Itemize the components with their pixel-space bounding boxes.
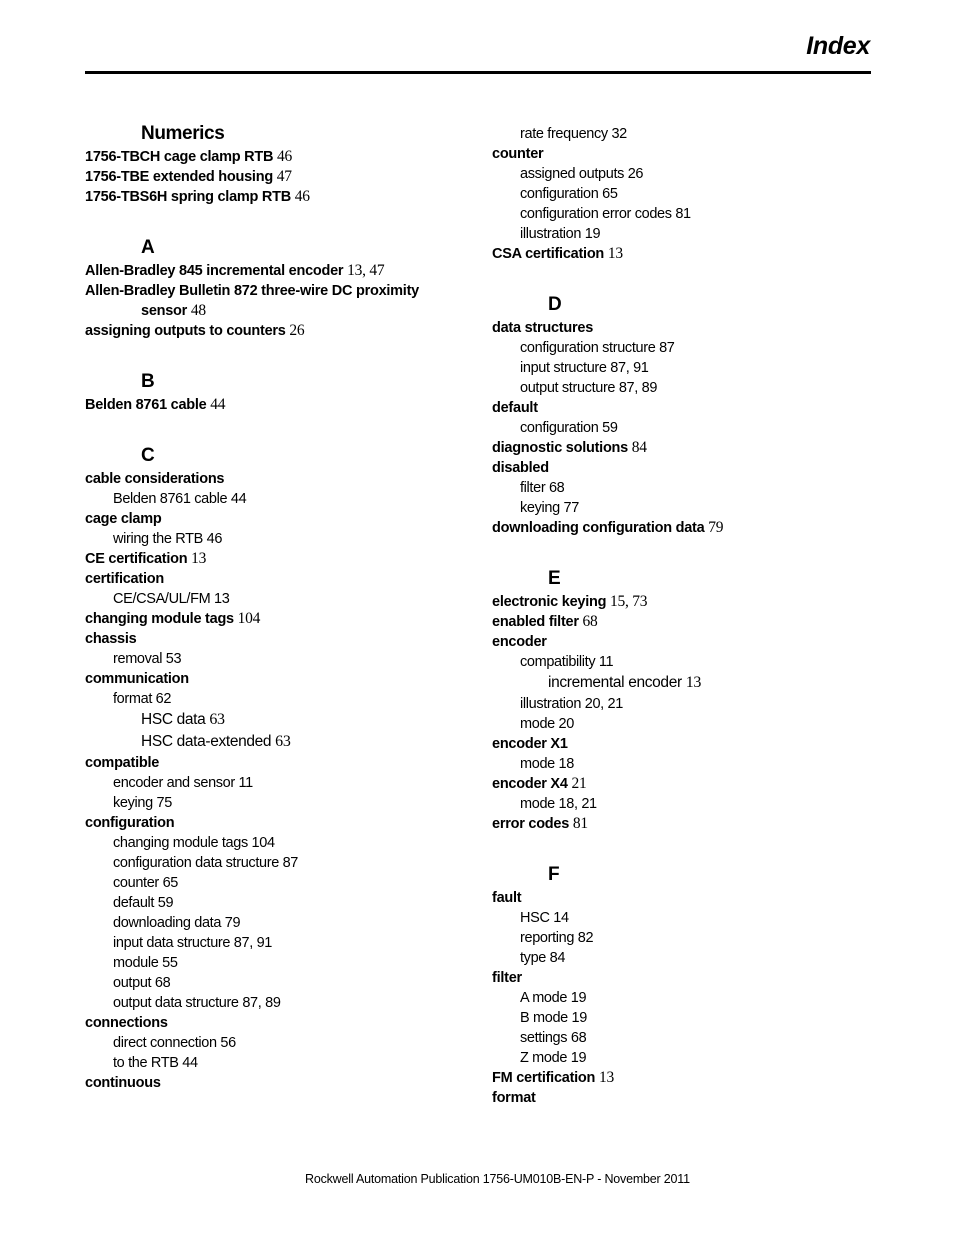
index-subentry: HSC 14 bbox=[520, 910, 569, 926]
index-entry: communication bbox=[85, 671, 189, 687]
index-entry: connections bbox=[85, 1015, 168, 1031]
index-entry: default bbox=[492, 400, 538, 416]
index-entry: downloading configuration data 79 bbox=[492, 519, 724, 536]
index-entry: 1756-TBCH cage clamp RTB 46 bbox=[85, 148, 292, 165]
index-subentry: downloading data 79 bbox=[113, 915, 241, 931]
index-entry: electronic keying 15, 73 bbox=[492, 593, 648, 610]
index-entry: FM certification 13 bbox=[492, 1069, 614, 1086]
section-letter-d: D bbox=[548, 294, 562, 315]
index-subentry: A mode 19 bbox=[520, 990, 587, 1006]
index-entry: encoder X4 21 bbox=[492, 775, 587, 792]
index-subentry: encoder and sensor 11 bbox=[113, 775, 253, 791]
index-entry-continuation: sensor 48 bbox=[141, 302, 206, 319]
index-subentry: mode 18, 21 bbox=[520, 796, 597, 812]
index-subentry: configuration structure 87 bbox=[520, 340, 675, 356]
index-subentry: CE/CSA/UL/FM 13 bbox=[113, 591, 230, 607]
index-left-column bbox=[85, 121, 465, 1093]
index-subentry: mode 18 bbox=[520, 756, 574, 772]
section-letter-c: C bbox=[141, 445, 155, 466]
index-entry: Allen-Bradley 845 incremental encoder 13, 47 bbox=[85, 262, 385, 279]
index-subentry: Z mode 19 bbox=[520, 1050, 587, 1066]
index-entry: diagnostic solutions 84 bbox=[492, 439, 647, 456]
index-subentry: wiring the RTB 46 bbox=[113, 531, 223, 547]
index-subentry: removal 53 bbox=[113, 651, 182, 667]
index-subentry: output 68 bbox=[113, 975, 171, 991]
index-entry: certification bbox=[85, 571, 164, 587]
index-subentry: to the RTB 44 bbox=[113, 1055, 198, 1071]
index-entry: encoder X1 bbox=[492, 736, 568, 752]
index-subentry: direct connection 56 bbox=[113, 1035, 236, 1051]
index-subentry: filter 68 bbox=[520, 480, 565, 496]
index-entry: configuration bbox=[85, 815, 175, 831]
index-subentry: output data structure 87, 89 bbox=[113, 995, 281, 1011]
index-entry: CSA certification 13 bbox=[492, 245, 623, 262]
index-subentry: keying 77 bbox=[520, 500, 579, 516]
index-entry: 1756-TBS6H spring clamp RTB 46 bbox=[85, 188, 310, 205]
index-entry: continuous bbox=[85, 1075, 161, 1091]
index-subentry: B mode 19 bbox=[520, 1010, 587, 1026]
index-subentry: compatibility 11 bbox=[520, 654, 614, 670]
index-subentry: reporting 82 bbox=[520, 930, 594, 946]
page-title: Index bbox=[806, 32, 870, 60]
index-subentry: configuration data structure 87 bbox=[113, 855, 299, 871]
index-entry: format bbox=[492, 1090, 536, 1106]
index-entry: encoder bbox=[492, 634, 547, 650]
index-subentry: module 55 bbox=[113, 955, 178, 971]
index-subentry: configuration error codes 81 bbox=[520, 206, 691, 222]
index-subentry: illustration 19 bbox=[520, 226, 601, 242]
index-subentry: configuration 65 bbox=[520, 186, 618, 202]
section-letter-a: A bbox=[141, 237, 155, 258]
index-subentry: input structure 87, 91 bbox=[520, 360, 649, 376]
index-entry: cable considerations bbox=[85, 471, 225, 487]
index-entry: assigning outputs to counters 26 bbox=[85, 322, 305, 339]
publication-footer: Rockwell Automation Publication 1756-UM010B-EN-P - November 2011 bbox=[305, 1172, 690, 1186]
index-entry: counter bbox=[492, 146, 544, 162]
section-letter-b: B bbox=[141, 371, 155, 392]
index-subentry: input data structure 87, 91 bbox=[113, 935, 273, 951]
index-entry: enabled filter 68 bbox=[492, 613, 598, 630]
index-entry: compatible bbox=[85, 755, 160, 771]
section-letter-f: F bbox=[548, 864, 560, 885]
index-subentry: keying 75 bbox=[113, 795, 172, 811]
index-entry: data structures bbox=[492, 320, 594, 336]
index-entry: CE certification 13 bbox=[85, 550, 207, 567]
index-subentry: changing module tags 104 bbox=[113, 835, 275, 851]
index-entry: 1756-TBE extended housing 47 bbox=[85, 168, 292, 185]
index-subentry: rate frequency 32 bbox=[520, 126, 627, 142]
index-subentry: counter 65 bbox=[113, 875, 179, 891]
index-subentry: configuration 59 bbox=[520, 420, 618, 436]
section-letter-numerics: Numerics bbox=[141, 123, 225, 144]
index-subentry: illustration 20, 21 bbox=[520, 696, 623, 712]
index-entry: Allen-Bradley Bulletin 872 three-wire DC proximity bbox=[85, 283, 419, 299]
index-subentry: assigned outputs 26 bbox=[520, 166, 644, 182]
index-entry: filter bbox=[492, 970, 522, 986]
index-subentry: format 62 bbox=[113, 691, 172, 707]
index-subentry: type 84 bbox=[520, 950, 566, 966]
header-rule bbox=[85, 71, 871, 74]
index-subentry: Belden 8761 cable 44 bbox=[113, 491, 247, 507]
index-entry: Belden 8761 cable 44 bbox=[85, 396, 226, 413]
index-right-column bbox=[492, 121, 872, 1108]
index-subentry: settings 68 bbox=[520, 1030, 587, 1046]
index-entry: changing module tags 104 bbox=[85, 610, 261, 627]
index-entry: fault bbox=[492, 890, 522, 906]
index-subsubentry: HSC data-extended 63 bbox=[141, 733, 291, 750]
index-subentry: output structure 87, 89 bbox=[520, 380, 658, 396]
section-letter-e: E bbox=[548, 568, 561, 589]
index-entry: cage clamp bbox=[85, 511, 162, 527]
index-entry: disabled bbox=[492, 460, 549, 476]
index-entry: error codes 81 bbox=[492, 815, 588, 832]
index-entry: chassis bbox=[85, 631, 137, 647]
index-subentry: mode 20 bbox=[520, 716, 574, 732]
index-subentry: default 59 bbox=[113, 895, 174, 911]
index-subsubentry: HSC data 63 bbox=[141, 711, 225, 728]
index-subsubentry: incremental encoder 13 bbox=[548, 674, 702, 691]
